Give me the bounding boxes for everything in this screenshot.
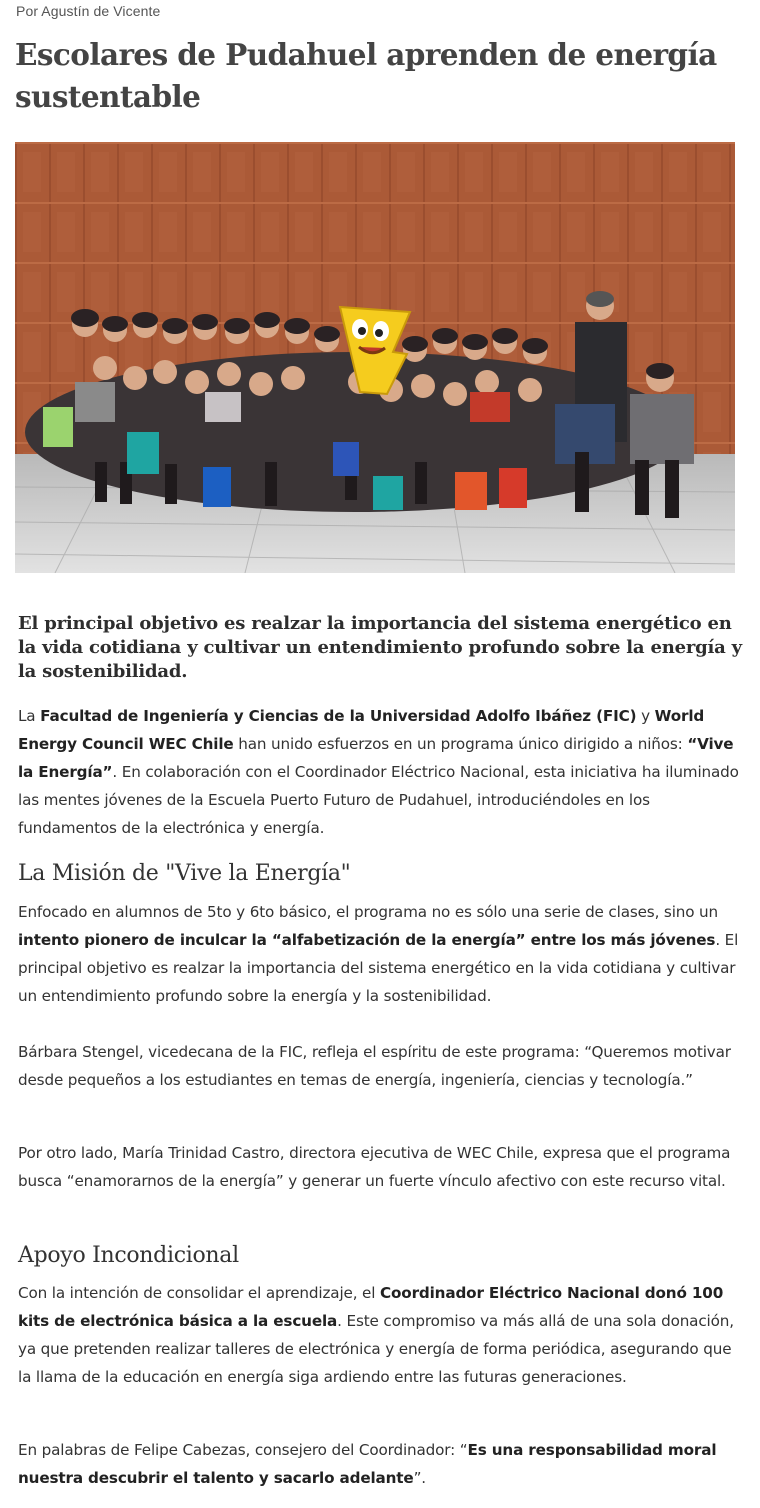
paragraph-intro: La Facultad de Ingeniería y Ciencias de la Universidad Adolfo Ibáñez (FIC) y World Energy Council WEC Chile han unido esfuerzos en un programa único dirigido a niños: “Vive la Energía”. En colaboración con el Coordinador Eléctrico Nacional, esta iniciativa ha iluminado las mentes jóvenes de la Escuela Puerto Futuro de Pudahuel, introduciéndoles en los fundamentos de la electrónica y energía.: [18, 707, 739, 837]
section-heading-mision: La Misión de "Vive la Energía": [18, 861, 351, 886]
paragraph-mision: Enfocado en alumnos de 5to y 6to básico, el programa no es sólo una serie de clases, sino un intento pionero de inculcar la “alfabetización de la energía” entre los más jóvenes. El principal objetivo es realzar la importancia del sistema energético en la vida cotidiana y cultivar un entendimiento profundo sobre la energía y la sostenibilidad.: [18, 903, 739, 1005]
section-heading-apoyo: Apoyo Incondicional: [18, 1243, 239, 1268]
article-byline: Por Agustín de Vicente: [16, 3, 161, 19]
paragraph-apoyo: Con la intención de consolidar el aprendizaje, el Coordinador Eléctrico Nacional donó 100 kits de electrónica básica a la escuela. Este compromiso va más allá de una sola donación, ya que pretenden realizar talleres de electrónica y energía de forma periódica, asegurando que la llama de la educación en energía siga ardiendo entre las futuras generaciones.: [18, 1284, 734, 1386]
paragraph-castro-quote: Por otro lado, María Trinidad Castro, directora ejecutiva de WEC Chile, expresa que el programa busca “enamorarnos de la energía” y generar un fuerte vínculo afectivo con este recurso vital.: [18, 1144, 731, 1190]
article-photo: [15, 142, 735, 573]
article-lead: El principal objetivo es realzar la importancia del sistema energético en la vida cotidiana y cultivar un entendimiento profundo sobre la energía y la sostenibilidad.: [18, 613, 742, 682]
paragraph-stengel-quote: Bárbara Stengel, vicedecana de la FIC, refleja el espíritu de este programa: “Queremos motivar desde pequeños a los estudiantes en temas de energía, ingeniería, ciencias y tecnología.”: [18, 1043, 731, 1089]
group-photo-illustration: [15, 142, 735, 573]
article-title: Escolares de Pudahuel aprenden de energía sustentable: [15, 37, 717, 114]
paragraph-cabezas-quote: En palabras de Felipe Cabezas, consejero del Coordinador: “Es una responsabilidad moral nuestra descubrir el talento y sacarlo adelante”.: [18, 1441, 717, 1487]
